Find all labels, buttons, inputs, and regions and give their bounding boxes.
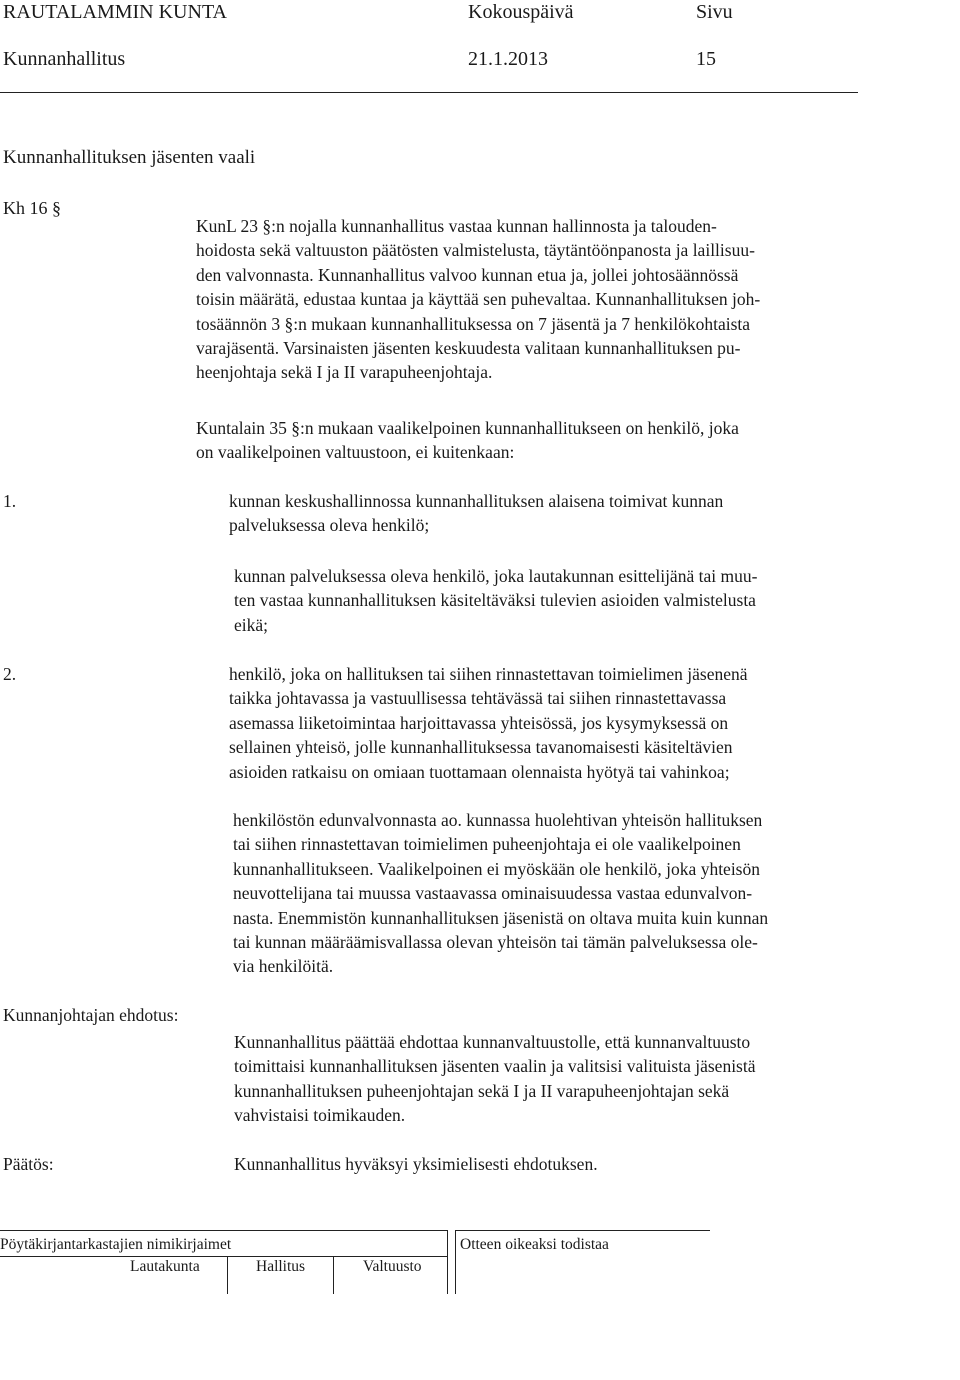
item-line: asemassa liiketoimintaa harjoittavassa yhteisössä, jos kysymyksessä on <box>229 712 729 733</box>
item-line: kunnan keskushallinnossa kunnanhallituksen alaisena toimivat kunnan <box>229 491 724 511</box>
eligibility-paragraph <box>196 416 739 465</box>
section-number: Kh 16 § <box>3 198 61 218</box>
decision-text: Kunnanhallitus hyväksyi yksimielisesti ehdotuksen. <box>234 1154 598 1174</box>
intro-line: KunL 23 §:n nojalla kunnanhallitus vastaa kunnan hallinnosta ja talouden- <box>196 216 717 236</box>
intro-line: heenjohtaja sekä I ja II varapuheenjohtaja. <box>196 362 493 383</box>
eligibility-line: Kuntalain 35 §:n mukaan vaalikelpoinen kunnanhallitukseen on henkilö, joka <box>196 418 739 438</box>
proposal-line: toimittaisi kunnanhallituksen jäsenten vaalin ja valitsisi valituista jäsenistä <box>234 1056 756 1077</box>
decision-label: Päätös: <box>3 1154 54 1174</box>
item-sub-line: tai kunnan määräämisvallassa olevan yhteisön tai tämän palveluksessa ole- <box>233 932 758 953</box>
footer-cell-divider <box>227 1256 228 1294</box>
proposal-line: Kunnanhallitus päättää ehdottaa kunnanvaltuustolle, että kunnanvaltuusto <box>234 1032 751 1052</box>
item-sub-line: kunnan palveluksessa oleva henkilö, joka lautakunnan esittelijänä tai muu- <box>234 566 758 586</box>
proposal-line: kunnanhallituksen puheenjohtajan sekä I ja II varapuheenjohtajan sekä <box>234 1080 730 1101</box>
item-sub-line: ten vastaa kunnanhallituksen käsiteltäväksi tulevien asioiden valmistelusta <box>234 590 756 611</box>
item-number: 1. <box>3 491 17 511</box>
footer-mid-rule <box>0 1256 447 1257</box>
footer-top-rule-left <box>0 1230 447 1231</box>
intro-line: den valvonnasta. Kunnanhallitus valvoo kunnan etua ja, jollei johtosäännössä <box>196 264 739 285</box>
page-label: Sivu <box>696 1 733 23</box>
footer-column-divider <box>455 1230 456 1294</box>
intro-line: toisin määrätä, edustaa kuntaa ja käyttää sen puhevaltaa. Kunnanhallituksen joh- <box>196 289 761 310</box>
body-name: Kunnanhallitus <box>3 48 126 70</box>
section-title: Kunnanhallituksen jäsenten vaali <box>3 147 256 168</box>
item-sub-line: nasta. Enemmistön kunnanhallituksen jäsenistä on oltava muita kuin kunnan <box>233 907 769 928</box>
item-text <box>229 489 723 538</box>
item-sub-line: kunnanhallitukseen. Vaalikelpoinen ei myöskään ole henkilö, joka yhteisön <box>233 858 760 879</box>
item-sub-line: via henkilöitä. <box>233 956 334 977</box>
item-sub-line: eikä; <box>234 614 269 635</box>
certified-label: Otteen oikeaksi todistaa <box>460 1236 609 1253</box>
item-sub-line: tai siihen rinnastettavan toimielimen puheenjohtaja ei ole vaalikelpoinen <box>233 834 741 855</box>
footer-column-valtuusto: Valtuusto <box>363 1258 422 1275</box>
footer-top-rule-right <box>455 1230 710 1231</box>
meeting-date-label: Kokouspäivä <box>468 1 574 23</box>
footer-cell-divider <box>333 1256 334 1294</box>
item-sub-text <box>234 564 757 637</box>
header-divider <box>0 92 858 93</box>
proposal-label: Kunnanjohtajan ehdotus: <box>3 1005 179 1025</box>
item-line: taikka johtavassa ja vastuullisessa tehtävässä tai siihen rinnastettavassa <box>229 688 727 709</box>
footer-column-lautakunta: Lautakunta <box>130 1258 200 1275</box>
item-sub-text <box>233 808 768 979</box>
item-line: palveluksessa oleva henkilö; <box>229 515 430 536</box>
municipality-name: RAUTALAMMIN KUNTA <box>3 1 228 23</box>
proposal-text <box>234 1030 756 1128</box>
eligibility-line: on vaalikelpoinen valtuustoon, ei kuitenkaan: <box>196 442 515 463</box>
signatures-label: Pöytäkirjantarkastajien nimikirjaimet <box>0 1236 232 1253</box>
item-sub-line: henkilöstön edunvalvonnasta ao. kunnassa huolehtivan yhteisön hallituksen <box>233 810 763 830</box>
intro-line: hoidosta sekä valtuuston päätösten valmistelusta, täytäntöönpanosta ja laillisuu- <box>196 240 755 261</box>
item-number: 2. <box>3 664 17 684</box>
intro-line: varajäsentä. Varsinaisten jäsenten keskuudesta valitaan kunnanhallituksen pu- <box>196 338 741 359</box>
item-line: sellainen yhteisö, jolle kunnanhallituksessa tavanomaisesti käsiteltävien <box>229 737 733 758</box>
footer-column-hallitus: Hallitus <box>256 1258 306 1275</box>
page-number: 15 <box>696 48 716 70</box>
footer-column-divider <box>447 1230 448 1294</box>
meeting-date: 21.1.2013 <box>468 48 548 70</box>
proposal-line: vahvistaisi toimikauden. <box>234 1105 406 1126</box>
item-text <box>229 662 748 784</box>
intro-paragraph <box>196 214 760 385</box>
item-line: henkilö, joka on hallituksen tai siihen rinnastettavan toimielimen jäsenenä <box>229 664 748 684</box>
item-line: asioiden ratkaisu on omiaan tuottamaan olennaista hyötyä tai vahinkoa; <box>229 761 730 782</box>
item-sub-line: neuvottelijana tai muussa vastaavassa ominaisuudessa vastaa edunvalvon- <box>233 883 753 904</box>
intro-line: tosäännön 3 §:n mukaan kunnanhallituksessa on 7 jäsentä ja 7 henkilökohtaista <box>196 313 751 334</box>
